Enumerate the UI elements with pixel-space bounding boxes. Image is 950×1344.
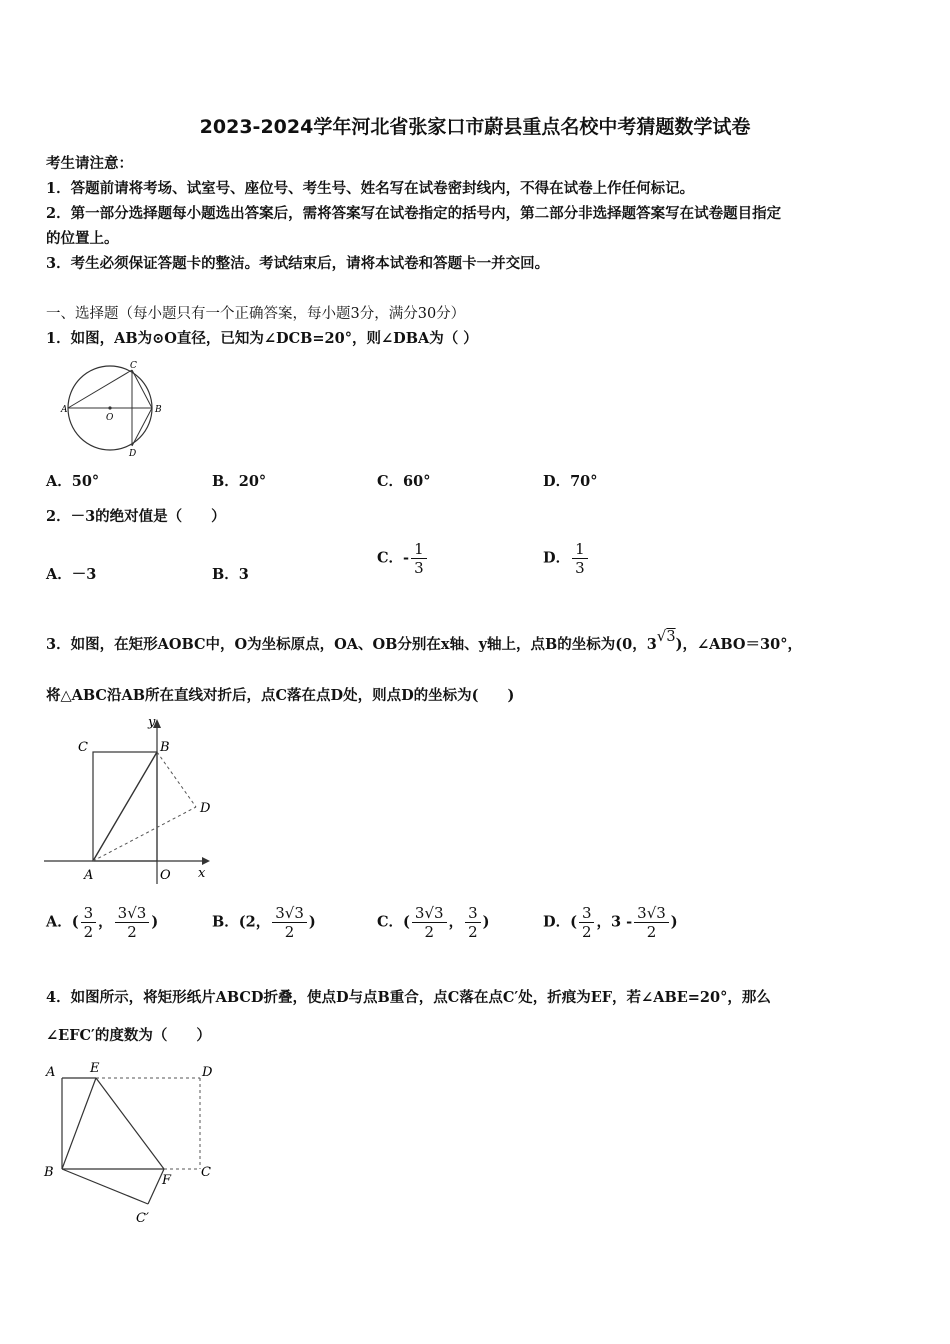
q1-label-d: D [129,449,137,459]
q2-d-numerator: 1 [575,540,585,558]
q3-a-frac1-den: 2 [81,922,97,941]
q3-segment-bd [157,752,196,807]
q2-option-d-label: D． [543,549,571,567]
q3-stem-line2: 将△ABC沿AB所在直线对折后，点C落在点D处，则点D的坐标为( ) [46,687,515,704]
q3-c-comma: ， [448,913,464,931]
q3-a-coef: 3 [117,904,128,922]
q3-d-prefix: D．( [543,913,577,931]
q4-segment-bc2 [62,1169,148,1204]
q1-chord-db [132,408,152,446]
q3-label-y: y [148,715,156,730]
q2-stem: 2．－3的绝对值是（ ） [46,508,226,525]
q1-chord-cb [132,370,152,408]
q3-c-frac2 [465,904,481,941]
q3-d-mid: ，3 - [596,913,633,931]
q3-b-frac-num: 3√3 [275,904,304,922]
q3-b-prefix: B．(2， [212,913,271,931]
q4-fold-figure [40,1056,225,1231]
q3-d-frac1-den: 2 [579,922,595,941]
q2-c-denominator: 3 [411,558,427,577]
q3-stem-part2: )，∠ABO＝30°， [675,636,802,653]
q3-c-frac1 [412,904,447,941]
notice-item-1: 1．答题前请将考场、试室号、座位号、考生号、姓名写在试卷密封线内，不得在试卷上作任何标记。 [46,180,695,197]
q3-rectangle-figure [44,714,219,884]
q4-label-c: C [201,1165,211,1180]
notice-item-2: 2．第一部分选择题每小题选出答案后，需将答案写在试卷指定的括号内，第二部分非选择题答案写在试卷题目指定 [46,205,782,222]
q1-option-a[interactable]: A．50° [46,473,100,490]
q3-c-prefix: C．( [377,913,410,931]
q3-stem-part1: 3．如图，在矩形AOBC中，O为坐标原点，OA、OB分别在x轴、y轴上，点B的坐标为(0，3 [46,636,657,653]
exam-title: 2023-2024学年河北省张家口市蔚县重点名校中考猜题数学试卷 [199,116,751,138]
q4-label-b: B [44,1165,54,1180]
q3-a-comma: ， [98,913,113,931]
q3-label-c: C [78,740,88,755]
q1-center-point [108,406,111,409]
section-heading: 一、选择题（每小题只有一个正确答案，每小题3分，满分30分） [46,306,466,322]
q3-c-radicand: 3 [434,904,444,922]
q3-c-frac1-num: 3√3 [414,904,444,922]
q3-label-a: A [84,868,94,883]
q3-a-frac2-den: 2 [115,922,150,941]
q3-a-frac1 [81,904,97,941]
q2-option-c-label: C．- [377,549,410,567]
q4-stem-line2: ∠EFC′的度数为（ ） [46,1027,211,1044]
q3-label-x: x [198,866,206,881]
q1-label-o: O [106,413,114,423]
q1-chord-ac [68,370,132,408]
q4-stem: 4．如图所示，将矩形纸片ABCD折叠，使点D与点B重合，点C落在点C′处，折痕为EF，若∠ABE=20°，那么 [46,989,771,1006]
q3-option-c[interactable] [377,904,489,941]
q2-option-a[interactable]: A．－3 [46,566,97,583]
notice-item-2-cont: 的位置上。 [46,230,119,247]
q3-d-frac2-den: 2 [634,922,669,941]
q4-label-f: F [162,1173,172,1188]
q1-label-a: A [61,405,68,415]
q3-x-axis-arrow [202,857,210,865]
q3-d-frac1-num: 3 [581,904,592,922]
q3-segment-ab [93,752,157,861]
q3-b-close: ) [308,913,316,931]
q3-a-prefix: A．( [46,913,79,931]
q3-stem [46,627,802,654]
q3-option-a[interactable] [46,904,158,941]
q3-b-frac-den: 2 [272,922,307,941]
q2-option-b[interactable]: B．3 [212,566,249,583]
q2-option-c[interactable] [377,540,429,577]
q3-d-coef: 3 [637,904,647,922]
q4-label-d: D [202,1065,213,1080]
q4-label-e: E [90,1061,100,1076]
q4-segment-ef [96,1078,164,1169]
q3-option-d[interactable] [543,904,678,941]
q3-stem-radical: √3 [656,627,676,645]
q3-d-close: ) [670,913,678,931]
q3-a-frac2 [115,904,150,941]
q3-a-radicand: 3 [136,904,147,922]
q4-label-c-prime: C′ [136,1211,149,1226]
q3-label-o: O [160,868,171,883]
q3-a-frac2-num: 3√3 [117,904,147,922]
q1-label-c: C [130,361,137,371]
q3-b-coef: 3 [275,904,285,922]
q2-option-c-fraction [411,540,427,577]
q1-label-b: B [155,405,162,415]
q3-label-b: B [160,740,170,755]
q3-c-frac2-den: 2 [465,922,481,941]
q3-d-frac1 [579,904,595,941]
q2-c-numerator: 1 [414,540,424,558]
q3-a-close: ) [151,913,159,931]
q3-d-frac2-num: 3√3 [637,904,666,922]
q1-option-c[interactable]: C．60° [377,473,431,490]
q3-c-frac1-den: 2 [412,922,447,941]
q3-label-d: D [200,801,211,816]
q1-circle-figure [60,360,170,460]
q1-option-b[interactable]: B．20° [212,473,267,490]
q3-b-radicand: 3 [294,904,304,922]
q3-d-frac2 [634,904,669,941]
q3-stem-radicand: 3 [666,629,676,645]
q4-label-a: A [46,1065,56,1080]
q3-a-frac1-num: 3 [83,904,94,922]
q3-option-b[interactable] [212,904,316,941]
q1-stem: 1．如图，AB为⊙O直径，已知为∠DCB=20°，则∠DBA为（ ） [46,330,478,347]
q3-c-coef: 3 [414,904,425,922]
q4-segment-be [62,1078,96,1169]
notice-item-3: 3．考生必须保证答题卡的整洁。考试结束后，请将本试卷和答题卡一并交回。 [46,255,550,272]
q2-d-denominator: 3 [572,558,588,577]
q3-b-frac [272,904,307,941]
q1-option-d[interactable]: D．70° [543,473,598,490]
q3-c-close: ) [482,913,490,931]
q3-d-radicand: 3 [656,904,666,922]
q2-option-d-fraction [572,540,588,577]
notice-heading: 考生请注意： [46,155,133,172]
q2-option-d[interactable] [543,540,590,577]
q3-c-frac2-num: 3 [468,904,478,922]
